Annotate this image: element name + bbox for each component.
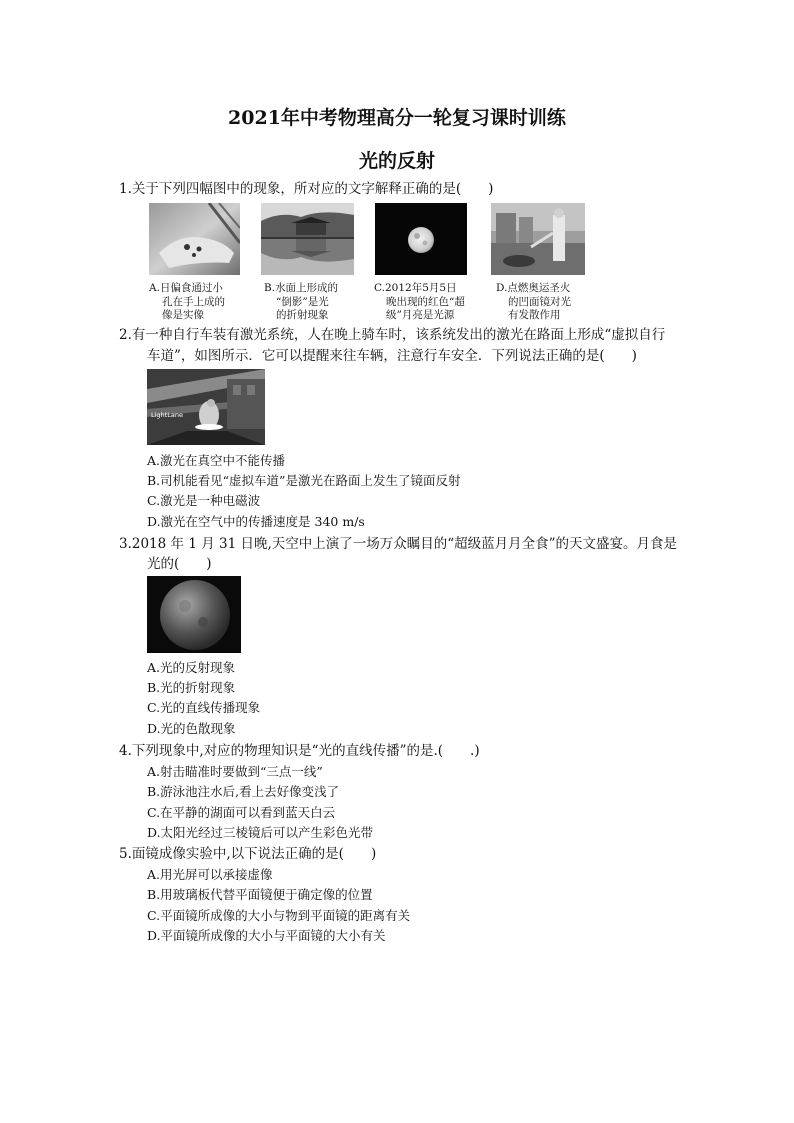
q1-caption-d xyxy=(496,282,571,323)
caption-line: 的凹面镜对光 xyxy=(508,295,571,308)
caption-line: C.2012年5月5日 xyxy=(374,282,457,294)
q1-photo-c xyxy=(375,203,467,275)
caption-line: 有发散作用 xyxy=(508,309,561,321)
q5-stem: 5.面镜成像实验中,以下说法正确的是( ) xyxy=(119,846,377,862)
caption-line: 晚出现的红色“超 xyxy=(386,295,465,308)
q2-option-d: D.激光在空气中的传播速度是 340 m/s xyxy=(147,514,365,529)
caption-line: 的折射现象 xyxy=(276,309,329,321)
q2-option-b: B.司机能看见“虚拟车道”是激光在路面上发生了镜面反射 xyxy=(147,473,461,488)
caption-line: D.点燃奥运圣火 xyxy=(496,282,571,294)
q1-stem: 1.关于下列四幅图中的现象，所对应的文字解释正确的是( ) xyxy=(119,181,494,197)
q2-stem-line1: 2.有一种自行车装有激光系统，人在晚上骑车时，该系统发出的激光在路面上形成“虚拟自行 xyxy=(119,327,666,343)
q5-option-d: D.平面镜所成像的大小与平面镜的大小有关 xyxy=(147,928,386,943)
q4-option-c: C.在平静的湖面可以看到蓝天白云 xyxy=(147,805,336,820)
q3-stem-line2: 光的( ) xyxy=(147,556,212,572)
q4-option-b: B.游泳池注水后,看上去好像变浅了 xyxy=(147,784,340,799)
q3-photo-lunar-eclipse xyxy=(147,576,241,653)
q2-option-c: C.激光是一种电磁波 xyxy=(147,493,261,508)
q1-caption-c xyxy=(374,282,465,323)
caption-line: “倒影”是光 xyxy=(276,295,329,308)
q1-photo-a xyxy=(149,203,240,275)
caption-line: 像是实像 xyxy=(162,309,204,321)
photo-label: LightLane xyxy=(151,411,183,419)
page-title: 2021年中考物理高分一轮复习课时训练 xyxy=(228,107,566,129)
q5-option-a: A.用光屏可以承接虚像 xyxy=(147,867,273,882)
caption-line: 级”月亮是光源 xyxy=(386,309,455,321)
q4-option-d: D.太阳光经过三棱镜后可以产生彩色光带 xyxy=(147,825,374,840)
q4-stem: 4.下列现象中,对应的物理知识是“光的直线传播”的是.( .) xyxy=(119,743,480,759)
q1-photo-b xyxy=(261,203,354,275)
q5-option-c: C.平面镜所成像的大小与物到平面镜的距离有关 xyxy=(147,908,411,923)
q2-stem-line2: 车道”，如图所示．它可以提醒来往车辆，注意行车安全．下列说法正确的是( ) xyxy=(147,348,637,364)
q1-photo-d xyxy=(491,203,585,275)
q4-option-a: A.射击瞄准时要做到“三点一线” xyxy=(147,764,323,779)
caption-line: B.水面上形成的 xyxy=(264,282,339,294)
caption-line: 孔在手上成的 xyxy=(162,295,225,308)
q1-caption-a xyxy=(149,282,225,323)
q3-option-d: D.光的色散现象 xyxy=(147,721,236,736)
caption-line: A.日偏食通过小 xyxy=(149,282,223,294)
q1-caption-b xyxy=(264,282,338,323)
q3-option-b: B.光的折射现象 xyxy=(147,680,236,695)
q2-option-a: A.激光在真空中不能传播 xyxy=(147,453,286,468)
q5-option-b: B.用玻璃板代替平面镜便于确定像的位置 xyxy=(147,887,373,902)
q3-option-c: C.光的直线传播现象 xyxy=(147,700,261,715)
page-subtitle: 光的反射 xyxy=(358,150,435,172)
q3-stem-line1: 3.2018 年 1 月 31 日晚,天空中上演了一场万众瞩目的“超级蓝月月全食”的天文盛宴。月食是 xyxy=(119,536,678,552)
q3-option-a: A.光的反射现象 xyxy=(147,660,236,675)
q2-photo-bike-laser xyxy=(147,369,265,445)
